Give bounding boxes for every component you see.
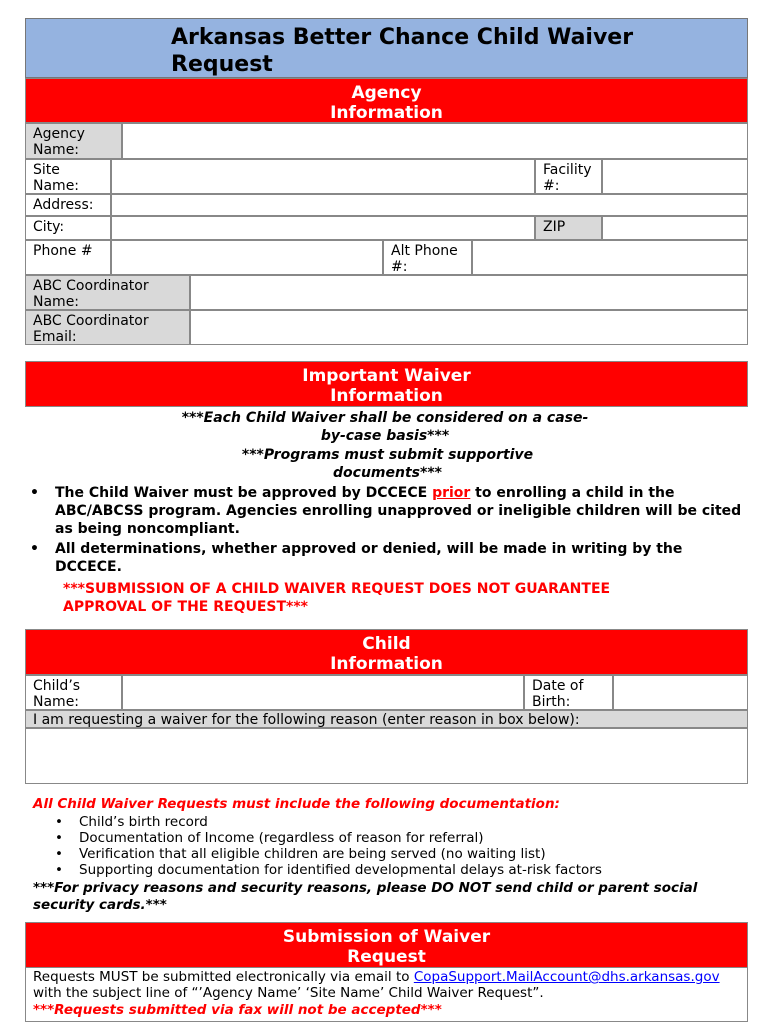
facility-label: Facility #:	[535, 159, 602, 194]
no-guarantee-warning: ***SUBMISSION OF A CHILD WAIVER REQUEST DOES NOT GUARANTEE APPROVAL OF THE REQUEST***	[63, 581, 611, 615]
privacy-note: ***For privacy reasons and security reasons, please DO NOT send child or parent social security cards.***	[33, 880, 698, 913]
zip-label: ZIP	[535, 216, 602, 240]
agency-name-label: Agency Name:	[25, 123, 122, 159]
address-field[interactable]	[111, 194, 748, 216]
determinations-bullet: • All determinations, whether approved or denied, will be made in writing by the DCCECE.	[30, 541, 683, 575]
coordinator-name-field[interactable]	[190, 275, 748, 310]
approval-bullet: • The Child Waiver must be approved by DCCECE prior to enrolling a child in the ABC/ABCSS program. Agencies enrolling unapproved or ineligible children will be cited as being noncompliant.	[30, 485, 742, 537]
reason-prompt: I am requesting a waiver for the following reason (enter reason in box below):	[25, 710, 748, 728]
childs-name-field[interactable]	[122, 675, 524, 710]
child-section-header: Child Information	[25, 629, 748, 675]
case-by-case-note: ***Each Child Waiver shall be considered on a case-by-case basis***	[181, 410, 589, 444]
fax-warning: ***Requests submitted via fax will not be accepted***	[33, 1002, 442, 1018]
childs-name-label: Child’s Name:	[25, 675, 122, 710]
documentation-list	[55, 814, 745, 878]
facility-field[interactable]	[602, 159, 748, 194]
prior-emphasis: prior	[432, 485, 471, 501]
alt-phone-field[interactable]	[472, 240, 748, 275]
coordinator-name-label: ABC Coordinator Name:	[25, 275, 190, 310]
important-section-header: Important Waiver Information	[25, 361, 748, 407]
city-label: City:	[25, 216, 111, 240]
agency-section-header: Agency Information	[25, 78, 748, 123]
coordinator-email-label: ABC Coordinator Email:	[25, 310, 190, 345]
support-email-link[interactable]: CopaSupport.MailAccount@dhs.arkansas.gov	[413, 969, 720, 985]
page-title: Arkansas Better Chance Child Waiver Request	[171, 25, 634, 77]
city-field[interactable]	[111, 216, 535, 240]
submission-instructions: Requests MUST be submitted electronically via email to CopaSupport.MailAccount@dhs.arkansas.gov with the subject line of “’Agency Name’ ‘Site Name’ Child Waiver Request”.	[33, 969, 720, 1001]
zip-field[interactable]	[602, 216, 748, 240]
reason-textarea[interactable]	[25, 728, 748, 784]
supportive-documents-note: ***Programs must submit supportive documents***	[241, 447, 534, 481]
site-name-label: Site Name:	[25, 159, 111, 194]
list-item: • Child’s birth record	[55, 814, 208, 830]
dob-field[interactable]	[613, 675, 748, 710]
submission-section-header: Submission of Waiver Request	[25, 922, 748, 968]
title-banner	[25, 18, 748, 78]
phone-field[interactable]	[111, 240, 383, 275]
list-item: • Documentation of Income (regardless of reason for referral)	[55, 830, 484, 846]
documentation-heading: All Child Waiver Requests must include the following documentation:	[33, 796, 560, 812]
alt-phone-label: Alt Phone #:	[383, 240, 472, 275]
agency-name-field[interactable]	[122, 123, 748, 159]
phone-label: Phone #	[25, 240, 111, 275]
dob-label: Date of Birth:	[524, 675, 613, 710]
site-name-field[interactable]	[111, 159, 535, 194]
list-item: • Verification that all eligible children are being served (no waiting list)	[55, 846, 546, 862]
list-item: • Supporting documentation for identified developmental delays at-risk factors	[55, 862, 602, 878]
address-label: Address:	[25, 194, 111, 216]
coordinator-email-field[interactable]	[190, 310, 748, 345]
